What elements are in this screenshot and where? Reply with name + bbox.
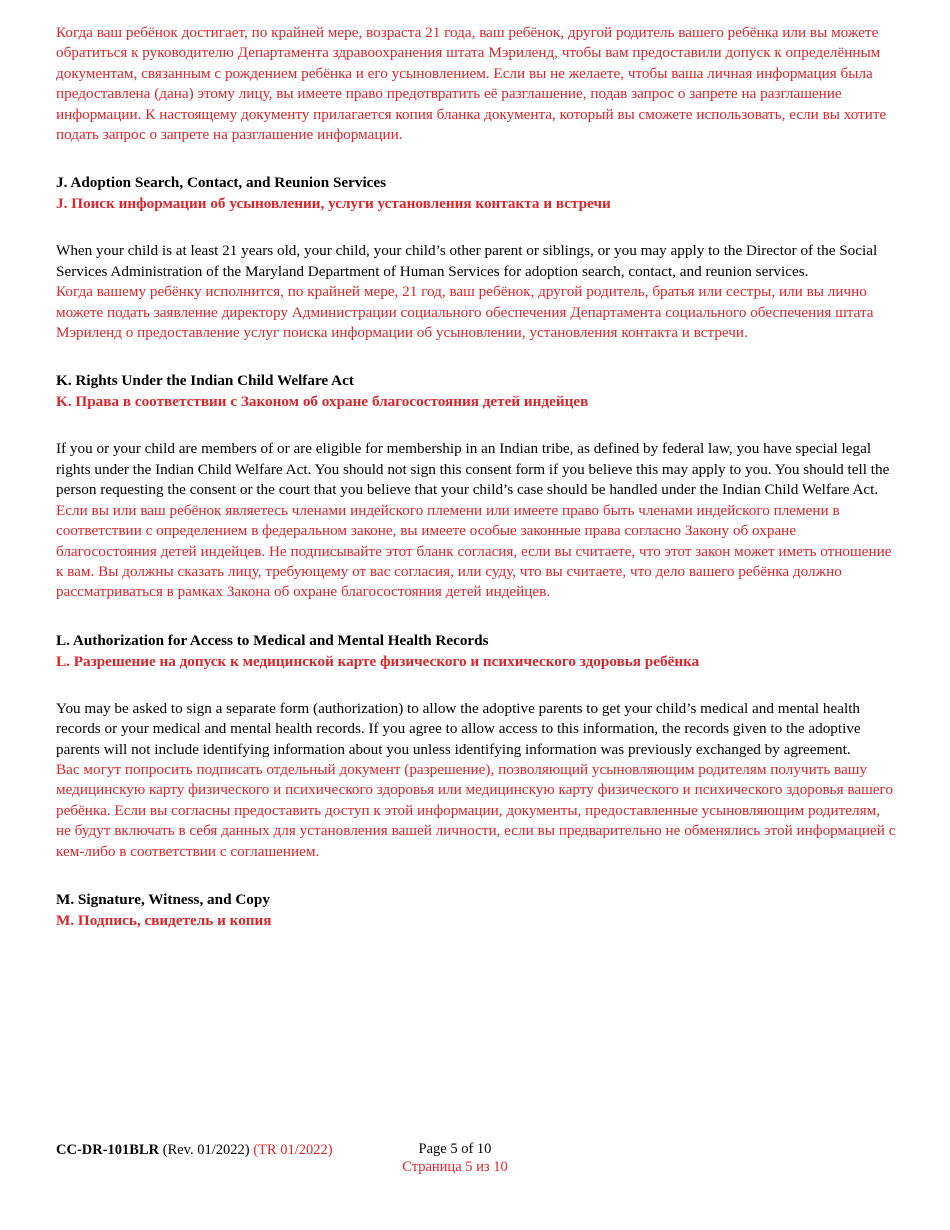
section-j-heading-ru: J. Поиск информации об усыновлении, услуги установления контакта и встречи [56,195,611,213]
section-m-heading-ru: M. Подпись, свидетель и копия [56,911,272,929]
intro-paragraph-ru: Когда ваш ребёнок достигает, по крайней мере, возраста 21 года, ваш ребёнок, другой родитель вашего ребёнка или вы можете обратиться к руководителю Департамента здравоохранения штата Мэриленд, чтобы вам предоставили допуск к определённым документам, связанным с рождением ребёнка и его усыновлением. Если вы не желаете, чтобы ваша личная информация была предоставлена (дана) этому лицу, вы имеете право предотвратить её разглашение, подав запрос о запрете на разглашение информации. К настоящему документу прилагается копия бланка документа, который вы сможете использовать, если вы хотите подать запрос о запрете на разглашение информации. [56,24,887,144]
section-j-body-ru: Когда вашему ребёнку исполнится, по крайней мере, 21 год, ваш ребёнок, другой родитель, братья или сестры, или вы лично можете подать заявление директору Администрации социального обеспечения Департамента социального обеспечения штата Мэриленд о предоставление услуг поиска информации об усыновлении, установления контакта и встречи. [56,283,874,342]
section-j [56,172,896,343]
section-j-body-en: When your child is at least 21 years old, your child, your child’s other parent or siblings, or you may apply to the Director of the Social Services Administration of the Maryland Department of Human Services for adoption search, contact, and reunion services. [56,242,878,280]
section-l-heading-en: L. Authorization for Access to Medical and Mental Health Records [56,631,489,649]
form-revision: (Rev. 01/2022) [162,1142,250,1158]
page-number [380,1140,530,1176]
page-content [56,23,896,931]
form-translation-revision: (TR 01/2022) [253,1142,333,1158]
section-m-heading-en: M. Signature, Witness, and Copy [56,890,270,908]
page-number-ru: Страница 5 из 10 [402,1159,508,1175]
section-k-heading-ru: K. Права в соответствии с Законом об охране благосостояния детей индейцев [56,393,589,411]
section-l-heading-ru: L. Разрешение на допуск к медицинской карте физического и психического здоровья ребёнка [56,652,700,670]
page-number-en: Page 5 of 10 [418,1141,492,1157]
section-j-heading-en: J. Adoption Search, Contact, and Reunion Services [56,174,387,192]
section-k-body-en: If you or your child are members of or are eligible for membership in an Indian tribe, as defined by federal law, you have special legal rights under the Indian Child Welfare Act. You should not sign this consent form if you believe this may apply to you. You should tell the person requesting the consent or the court that you believe that your child’s case should be handled under the Indian Child Welfare Act. [56,440,890,499]
section-k-body-ru: Если вы или ваш ребёнок являетесь членами индейского племени или имеете право быть членами индейского племени в соответствии с определением в федеральном законе, вы имеете особые законные права согласно Закону об охране благосостояния детей индейцев. Не подписывайте этот бланк согласия, если вы считаете, что этот закон может иметь отношение к вам. Вы должны сказать лицу, требующему от вас согласия, или суду, что вы считаете, что дело вашего ребёнка должно рассматриваться в рамках Закона об охране благосостояния детей индейцев. [56,501,892,601]
section-m [56,889,896,931]
section-l [56,630,896,862]
form-number: CC-DR-101BLR [56,1142,160,1158]
section-l-body-en: You may be asked to sign a separate form (authorization) to allow the adoptive parents to get your child’s medical and mental health records or your medical and mental health records. If you agree to allow access to this information, the records given to the adoptive parents will not include identifying information about you unless identifying information was previously exchanged by agreement. [56,699,861,758]
section-k [56,370,896,602]
section-l-body-ru: Вас могут попросить подписать отдельный документ (разрешение), позволяющий усыновляющим родителям получить вашу медицинскую карту физического и психического здоровья или медицинскую карту физического и психического здоровья вашего ребёнка. Если вы согласны предоставить доступ к этой информации, документы, предоставленные усыновляющим родителям, не будут включать в себя данных для установления вашей личности, если вы предварительно не обменялись этой информацией с кем-либо в соответствии с соглашением. [56,760,896,860]
section-k-heading-en: K. Rights Under the Indian Child Welfare Act [56,372,354,390]
footer-form-id [56,1140,333,1160]
